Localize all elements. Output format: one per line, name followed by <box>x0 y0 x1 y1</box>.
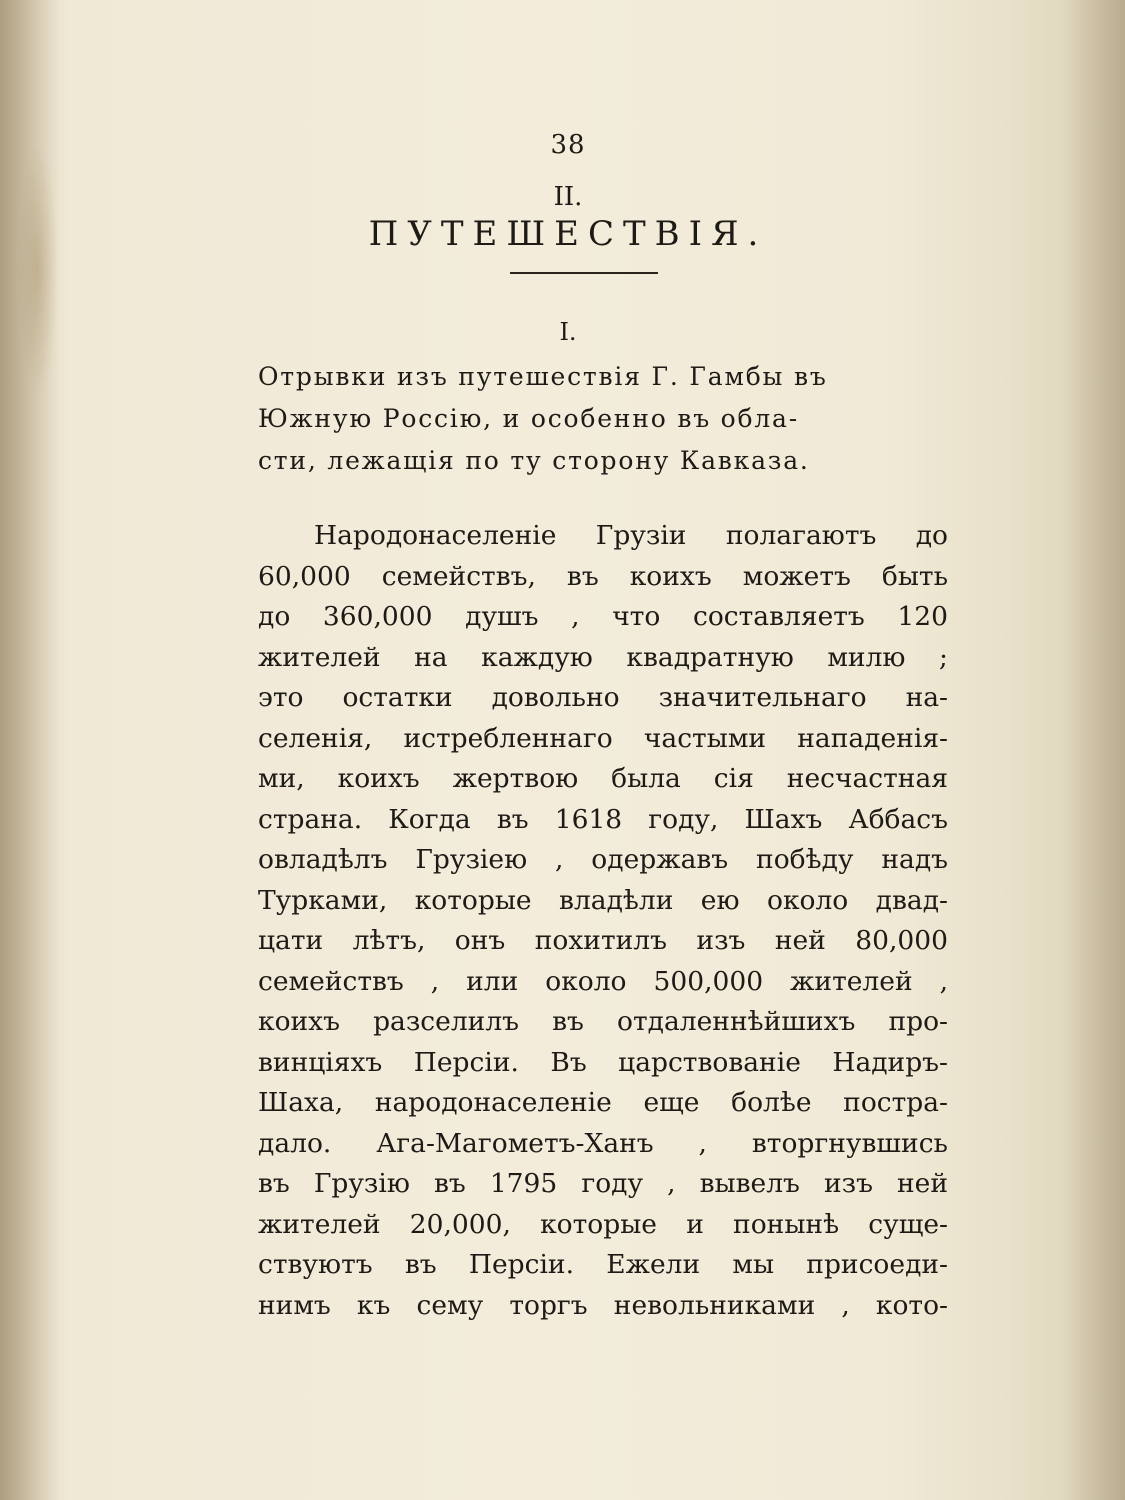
page-stain <box>18 140 58 400</box>
body-line: цати лѣтъ, онъ похитилъ изъ ней 80,000 <box>258 925 948 956</box>
article-title-line: Южную Россію, и особенно въ обла- <box>258 404 799 433</box>
body-line: семействъ , или около 500,000 жителей , <box>258 965 948 997</box>
body-line: винціяхъ Персіи. Въ царствованіе Надиръ- <box>258 1046 948 1078</box>
body-line: это остатки довольно значительнаго на- <box>258 682 948 713</box>
printed-text-block <box>258 130 948 1326</box>
body-line: 60,000 семействъ, въ коихъ можетъ быть <box>258 560 948 592</box>
page-number: 38 <box>550 130 586 160</box>
article-title-line: Отрывки изъ путешествія Г. Гамбы въ <box>258 362 828 391</box>
body-line: дало. Ага-Магометъ-Ханъ , вторгнувшись <box>258 1127 948 1159</box>
body-line: жителей 20,000, которые и понынѣ суще- <box>258 1208 948 1240</box>
body-paragraph <box>258 516 948 1326</box>
body-line: жителей на каждую квадратную милю ; <box>258 641 948 673</box>
body-line: страна. Когда въ 1618 году, Шахъ Аббасъ <box>258 803 948 835</box>
body-line: въ Грузію въ 1795 году , вывелъ изъ ней <box>258 1168 948 1199</box>
body-line: ми, коихъ жертвою была сія несчастная <box>258 763 948 794</box>
body-line: ствуютъ въ Персіи. Ежели мы присоеди- <box>258 1249 948 1280</box>
article-title <box>258 356 948 482</box>
title-divider-rule <box>510 272 658 274</box>
body-line: селенія, истребленнаго частыми нападенія- <box>258 722 948 754</box>
section-title: ПУТЕШЕСТВІЯ. <box>368 214 768 254</box>
article-title-line: сти, лежащія по ту сторону Кавказа. <box>258 446 810 475</box>
body-line: коихъ разселилъ въ отдаленнѣйшихъ про- <box>258 1006 948 1037</box>
body-line: Турками, которые владѣли ею около двад- <box>258 884 948 916</box>
body-line: Народонаселеніе Грузіи полагаютъ до <box>314 520 948 551</box>
body-line: нимъ къ сему торгъ невольниками , кото- <box>258 1289 948 1321</box>
section-number: II. <box>553 182 583 212</box>
body-line: до 360,000 душъ , что составляетъ 120 <box>258 601 948 632</box>
page-edge-shadow <box>1065 0 1125 1500</box>
body-line: Шаха, народонаселеніе еще болѣе постра- <box>258 1087 948 1118</box>
article-number: I. <box>559 318 577 346</box>
body-line: овладѣлъ Грузіею , одержавъ побѣду надъ <box>258 844 948 875</box>
